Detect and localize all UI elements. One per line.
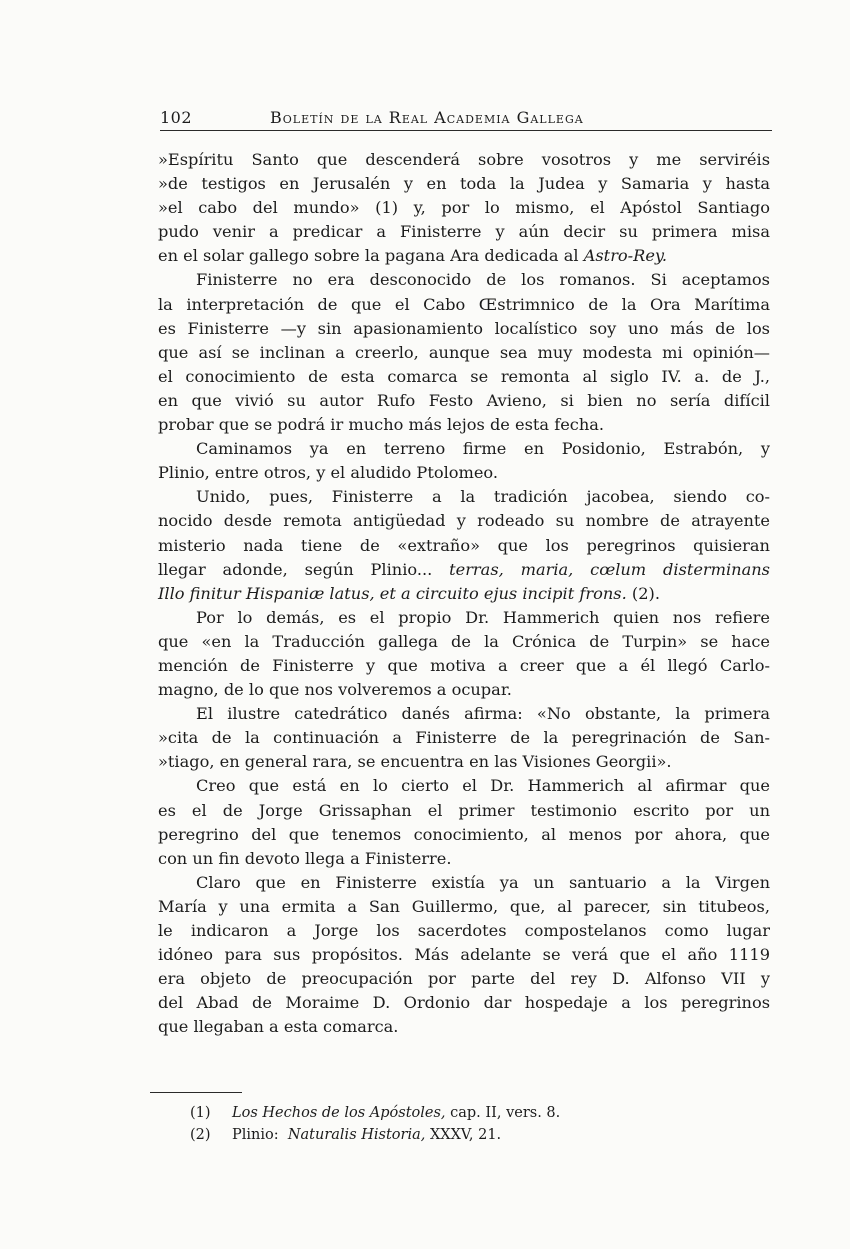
footnote-mark: (2) <box>190 1127 211 1143</box>
text-line: en que vivió su autor Rufo Festo Avieno, si bien no sería difícil <box>158 390 770 410</box>
text-line: El ilustre catedrático danés afirma: «No obstante, la primera <box>196 704 770 724</box>
text-line: con un fin devoto llega a Finisterre. <box>158 848 452 868</box>
page-number: 102 <box>160 108 193 127</box>
footnote-title: Los Hechos de los Apóstoles, <box>232 1105 446 1121</box>
footnote-title: Naturalis Historia, <box>287 1127 426 1143</box>
text-line: es Finisterre —y sin apasionamiento localístico soy uno más de los <box>158 318 770 338</box>
text-line: Creo que está en lo cierto el Dr. Hammerich al afirmar que <box>196 776 770 796</box>
footnote-mark: (1) <box>190 1105 211 1121</box>
text-line: magno, de lo que nos volveremos a ocupar. <box>158 680 512 700</box>
text-line: le indicaron a Jorge los sacerdotes compostelanos como lugar <box>158 921 770 940</box>
footnote <box>190 1102 750 1124</box>
text-line: María y una ermita a San Guillermo, que, al parecer, sin titubeos, <box>158 896 770 916</box>
text-fragment: en el solar gallego sobre la pagana Ara dedicada al <box>158 246 579 266</box>
text-line: que llegaban a esta comarca. <box>158 1017 399 1037</box>
text-line: la interpretación de que el Cabo Œstrimnico de la Ora Marítima <box>158 294 770 314</box>
text-line: »tiago, en general rara, se encuentra en las Visiones Georgii». <box>158 752 672 772</box>
text-fragment: llegar adonde, según Plinio... <box>158 559 433 579</box>
footnote-author: Plinio: <box>232 1127 279 1143</box>
text-line: Por lo demás, es el propio Dr. Hammerich quien nos refiere <box>196 607 770 627</box>
footnote-divider <box>150 1092 242 1093</box>
text-line: idóneo para sus propósitos. Más adelante se verá que el año 1119 <box>158 945 770 965</box>
footnote-ref: (2). <box>631 583 660 603</box>
text-line: Caminamos ya en terreno firme en Posidonio, Estrabón, y <box>196 439 770 459</box>
text-line: el conocimiento de esta comarca se remonta al siglo IV. a. de J., <box>158 366 770 386</box>
body-text <box>158 148 770 1039</box>
italic-quote: Illo finitur Hispaniæ latus, et a circuito ejus incipit frons. <box>158 583 627 603</box>
text-line: Finisterre no era desconocido de los romanos. Si aceptamos <box>196 270 770 290</box>
text-line: mención de Finisterre y que motiva a creer que a él llegó Carlo- <box>158 655 770 675</box>
text-line: del Abad de Moraime D. Ordonio dar hospedaje a los peregrinos <box>158 993 770 1013</box>
text-line: »de testigos en Jerusalén y en toda la Judea y Samaria y hasta <box>158 174 770 194</box>
text-line: pudo venir a predicar a Finisterre y aún decir su primera misa <box>158 222 770 242</box>
text-line: era objeto de preocupación por parte del rey D. Alfonso VII y <box>158 969 770 989</box>
text-line: que así se inclinan a creerlo, aunque sea muy modesta mi opinión— <box>158 342 770 362</box>
italic-term: Astro-Rey. <box>583 246 668 266</box>
text-line: »Espíritu Santo que descenderá sobre vosotros y me serviréis <box>158 150 770 169</box>
text-line: Claro que en Finisterre existía ya un santuario a la Virgen <box>196 872 770 892</box>
text-line: »cita de la continuación a Finisterre de la peregrinación de San- <box>158 728 770 748</box>
footnote <box>190 1124 750 1146</box>
footnote-citation: cap. II, vers. 8. <box>450 1105 561 1121</box>
text-line: »el cabo del mundo» (1) y, por lo mismo, el Apóstol Santiago <box>158 198 770 218</box>
text-line: Plinio, entre otros, y el aludido Ptolomeo. <box>158 463 499 483</box>
text-line: Unido, pues, Finisterre a la tradición jacobea, siendo co- <box>196 487 770 507</box>
text-line <box>158 582 770 606</box>
text-line <box>158 244 770 268</box>
text-line <box>158 558 770 582</box>
text-line: es el de Jorge Grissaphan el primer testimonio escrito por un <box>158 800 770 820</box>
text-line: probar que se podrá ir mucho más lejos de esta fecha. <box>158 415 605 435</box>
text-line: peregrino del que tenemos conocimiento, al menos por ahora, que <box>158 824 770 844</box>
running-title: Boletín de la Real Academia Gallega <box>270 108 584 127</box>
footnote-citation: XXXV, 21. <box>429 1127 502 1143</box>
footnotes <box>190 1102 750 1146</box>
text-line: que «en la Traducción gallega de la Crónica de Turpin» se hace <box>158 631 770 651</box>
text-line: misterio nada tiene de «extraño» que los peregrinos quisieran <box>158 535 770 555</box>
text-line: nocido desde remota antigüedad y rodeado su nombre de atrayente <box>158 511 770 531</box>
running-header <box>160 104 772 131</box>
italic-quote: terras, maria, cœlum disterminans <box>449 559 770 579</box>
